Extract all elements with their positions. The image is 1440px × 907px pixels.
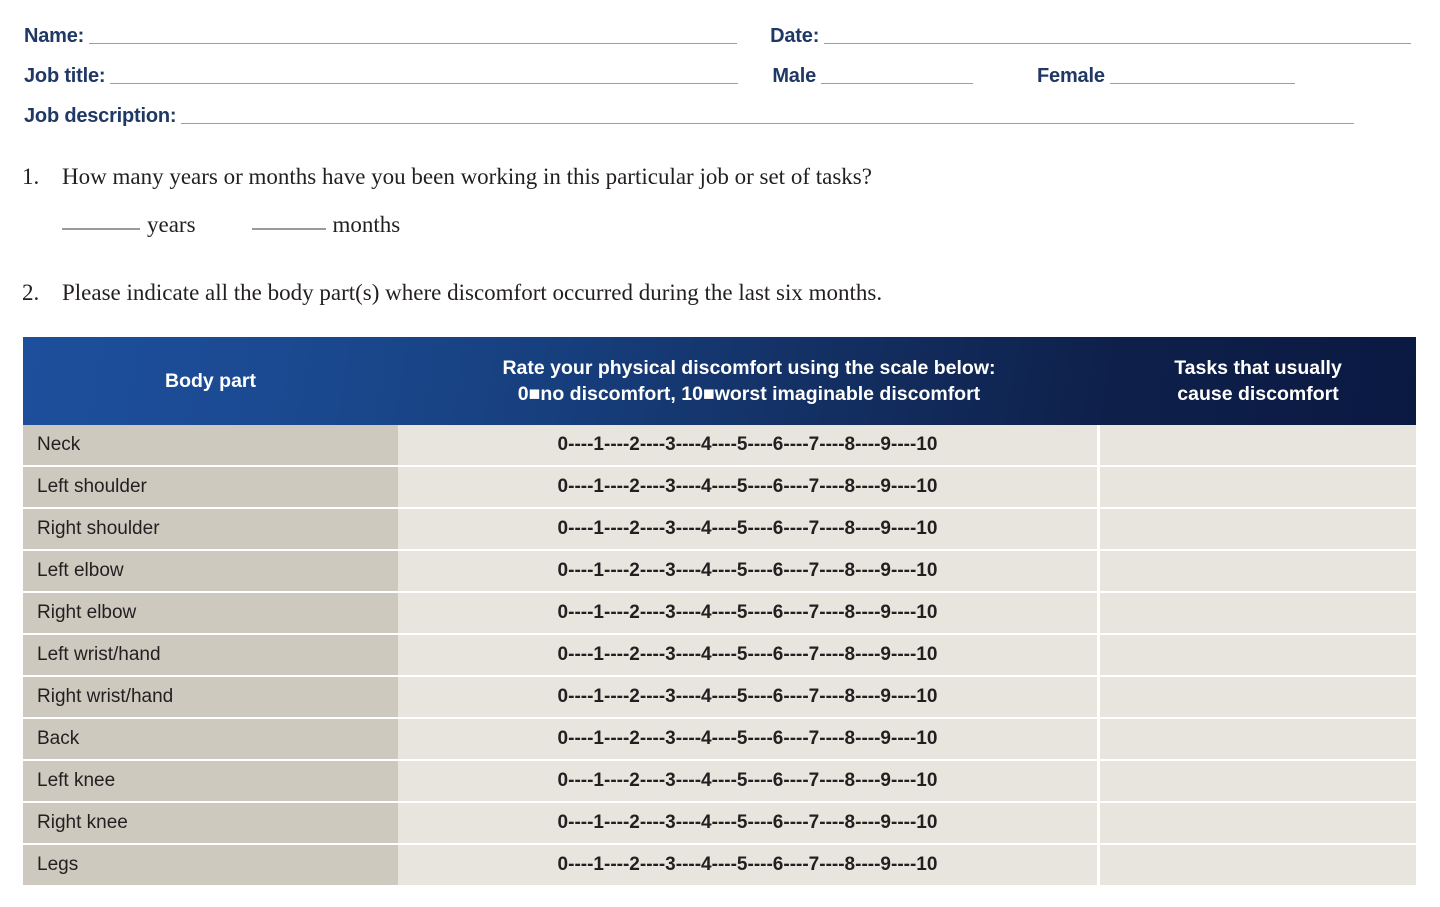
female-input[interactable] [1110, 82, 1295, 84]
cell-rating-scale[interactable] [398, 635, 1100, 677]
date-label: Date: [770, 25, 820, 47]
cell-rating-scale[interactable] [398, 467, 1100, 509]
rating-scale-text: 0----1----2----3----4----5----6----7----8----9----10 [557, 854, 938, 875]
table-row [23, 761, 1416, 803]
cell-tasks-input[interactable] [1100, 761, 1416, 803]
cell-tasks-input[interactable] [1100, 719, 1416, 761]
cell-rating-scale[interactable] [398, 761, 1100, 803]
table-row [23, 677, 1416, 719]
cell-body-part: Right shoulder [23, 509, 398, 551]
question-2-number: 2. [22, 280, 40, 305]
column-header-body-part [23, 337, 398, 425]
cell-tasks-input[interactable] [1100, 845, 1416, 887]
column-header-rating-scale [398, 337, 1100, 425]
cell-body-part: Left wrist/hand [23, 635, 398, 677]
table-row [23, 803, 1416, 845]
form-row-name-date [24, 8, 1416, 48]
question-1-text: How many years or months have you been working in this particular job or set of tasks? [62, 164, 872, 189]
cell-rating-scale[interactable] [398, 677, 1100, 719]
rating-scale-text: 0----1----2----3----4----5----6----7----8----9----10 [557, 602, 938, 623]
table-row [23, 845, 1416, 887]
question-1-number: 1. [22, 164, 40, 189]
cell-rating-scale[interactable] [398, 593, 1100, 635]
form-row-jobdescription [24, 88, 1416, 128]
cell-body-part: Left elbow [23, 551, 398, 593]
years-label: years [147, 212, 196, 237]
column-header-tasks [1100, 337, 1416, 425]
table-row [23, 509, 1416, 551]
cell-tasks-input[interactable] [1100, 425, 1416, 467]
cell-rating-scale[interactable] [398, 845, 1100, 887]
table-row [23, 425, 1416, 467]
cell-body-part: Legs [23, 845, 398, 887]
months-input[interactable] [252, 228, 326, 230]
rating-scale-text: 0----1----2----3----4----5----6----7----8----9----10 [557, 812, 938, 833]
cell-body-part: Right elbow [23, 593, 398, 635]
name-input[interactable] [89, 42, 737, 44]
name-label: Name: [24, 25, 85, 47]
question-2-text: Please indicate all the body part(s) where discomfort occurred during the last six months. [62, 280, 883, 305]
discomfort-table [23, 337, 1416, 887]
table-body [23, 425, 1416, 887]
cell-tasks-input[interactable] [1100, 803, 1416, 845]
male-input[interactable] [821, 82, 973, 84]
rating-scale-text: 0----1----2----3----4----5----6----7----8----9----10 [557, 644, 938, 665]
cell-tasks-input[interactable] [1100, 467, 1416, 509]
cell-body-part: Back [23, 719, 398, 761]
rating-scale-text: 0----1----2----3----4----5----6----7----8----9----10 [557, 434, 938, 455]
question-2 [0, 280, 1440, 306]
table-row [23, 593, 1416, 635]
column-header-tasks-line2: cause discomfort [1177, 383, 1339, 405]
table-header-row [23, 337, 1416, 425]
cell-body-part: Left knee [23, 761, 398, 803]
cell-rating-scale[interactable] [398, 803, 1100, 845]
table-row [23, 719, 1416, 761]
cell-tasks-input[interactable] [1100, 677, 1416, 719]
cell-body-part: Neck [23, 425, 398, 467]
months-label: months [332, 212, 401, 237]
form-header [0, 0, 1440, 128]
rating-scale-text: 0----1----2----3----4----5----6----7----8----9----10 [557, 518, 938, 539]
job-title-input[interactable] [110, 82, 738, 84]
table-row [23, 467, 1416, 509]
cell-tasks-input[interactable] [1100, 551, 1416, 593]
years-input[interactable] [62, 228, 140, 230]
rating-scale-text: 0----1----2----3----4----5----6----7----8----9----10 [557, 560, 938, 581]
column-header-scale-line2: 0■no discomfort, 10■worst imaginable discomfort [517, 383, 981, 405]
column-header-body-part-label: Body part [164, 369, 256, 392]
cell-body-part: Right wrist/hand [23, 677, 398, 719]
rating-scale-text: 0----1----2----3----4----5----6----7----8----9----10 [557, 686, 938, 707]
cell-tasks-input[interactable] [1100, 635, 1416, 677]
female-label: Female [1037, 65, 1105, 87]
job-title-label: Job title: [24, 65, 106, 87]
date-input[interactable] [824, 42, 1411, 44]
question-1 [0, 164, 1440, 190]
question-1-answer-row [0, 212, 1440, 238]
rating-scale-text: 0----1----2----3----4----5----6----7----8----9----10 [557, 728, 938, 749]
cell-body-part: Right knee [23, 803, 398, 845]
column-header-tasks-line1: Tasks that usually [1174, 356, 1342, 379]
cell-body-part: Left shoulder [23, 467, 398, 509]
table-row [23, 635, 1416, 677]
job-description-input[interactable] [181, 122, 1354, 124]
cell-tasks-input[interactable] [1100, 593, 1416, 635]
cell-rating-scale[interactable] [398, 551, 1100, 593]
cell-rating-scale[interactable] [398, 509, 1100, 551]
cell-rating-scale[interactable] [398, 719, 1100, 761]
cell-rating-scale[interactable] [398, 425, 1100, 467]
rating-scale-text: 0----1----2----3----4----5----6----7----8----9----10 [557, 770, 938, 791]
table-row [23, 551, 1416, 593]
cell-tasks-input[interactable] [1100, 509, 1416, 551]
job-description-label: Job description: [24, 105, 177, 127]
male-label: Male [772, 65, 817, 87]
form-row-jobtitle-sex [24, 48, 1416, 88]
rating-scale-text: 0----1----2----3----4----5----6----7----8----9----10 [557, 476, 938, 497]
column-header-scale-line1: Rate your physical discomfort using the scale below: [502, 356, 996, 379]
